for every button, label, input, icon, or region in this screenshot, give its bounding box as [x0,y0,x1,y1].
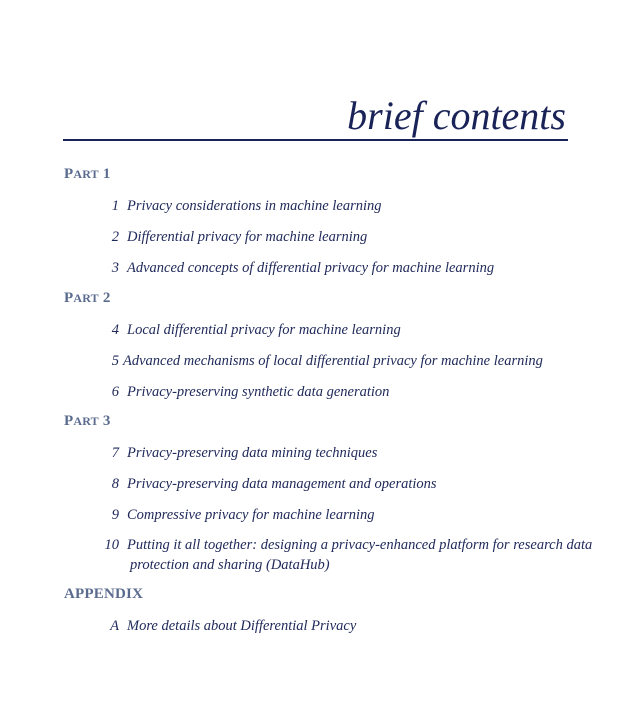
title-rule [63,139,568,141]
chapter-title: Privacy-preserving data management and operations [127,476,437,492]
chapter-number: 6 [111,384,119,400]
chapter-5[interactable] [111,351,543,371]
chapter-number: 3 [111,260,119,276]
chapter-title: Compressive privacy for machine learning [127,507,375,523]
chapter-title: Putting it all together: designing a privacy-enhanced platform for research data [127,537,593,553]
chapter-title: Local differential privacy for machine learning [127,322,401,338]
appendix-heading: APPENDIX [64,586,144,602]
chapter-number: 1 [111,198,119,214]
chapter-4[interactable] [111,320,401,340]
chapter-number: 5 [111,353,119,369]
chapter-number: 8 [111,476,119,492]
chapter-7[interactable] [111,443,378,463]
chapter-number: 10 [104,537,119,553]
part-2-heading: PART 2 [64,290,111,306]
part-3-heading: PART 3 [64,413,111,429]
chapter-10-continuation [130,555,330,575]
appendix-a[interactable] [110,616,357,636]
appendix-title: More details about Differential Privacy [127,618,357,634]
chapter-2[interactable] [111,227,368,247]
chapter-number: 7 [111,445,119,461]
chapter-number: 9 [111,507,119,523]
page-title: brief contents [347,93,566,138]
chapter-number: 4 [111,322,119,338]
appendix-letter: A [110,618,119,634]
chapter-1[interactable] [111,196,382,216]
chapter-title: Advanced mechanisms of local differential privacy for machine learning [123,353,543,369]
chapter-title: Differential privacy for machine learning [127,229,368,245]
chapter-title: Privacy-preserving synthetic data generation [127,384,390,400]
chapter-number: 2 [111,229,119,245]
chapter-title: Advanced concepts of differential privacy for machine learning [127,260,495,276]
chapter-6[interactable] [111,382,390,402]
chapter-title: Privacy-preserving data mining techniques [127,445,378,461]
chapter-title: Privacy considerations in machine learning [127,198,382,214]
chapter-9[interactable] [111,505,375,525]
chapter-10[interactable] [104,535,593,555]
chapter-3[interactable] [111,258,495,278]
chapter-8[interactable] [111,474,437,494]
part-1-heading: PART 1 [64,166,111,182]
chapter-title-continuation: protection and sharing (DataHub) [130,557,330,573]
